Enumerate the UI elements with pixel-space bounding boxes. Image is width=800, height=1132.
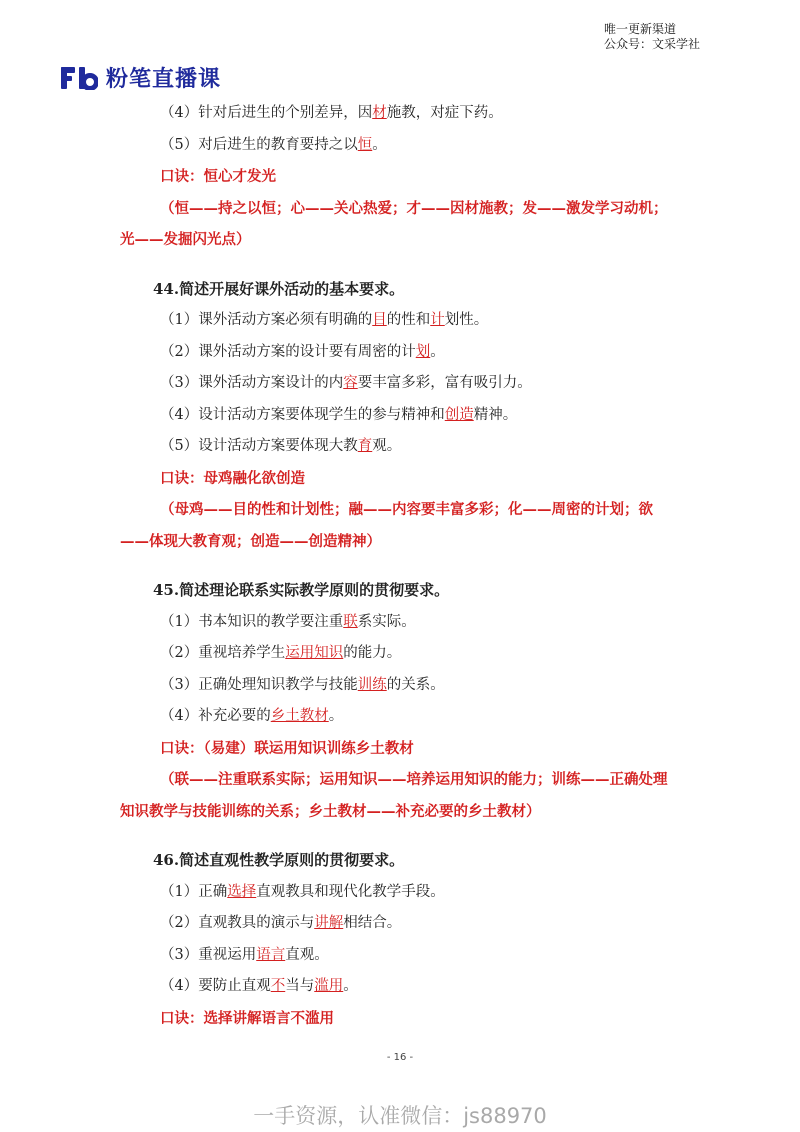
list-item: （2）直观教具的演示与讲解相结合。 xyxy=(160,915,402,931)
page-content xyxy=(120,98,700,1034)
mnemonic-explanation: （联——注重联系实际；运用知识——培养运用知识的能力；训练——正确处理知识教学与技能训练的关系；乡土教材——补充必要的乡土教材） xyxy=(120,771,668,820)
section-45 xyxy=(120,575,700,827)
mnemonic: 口诀：选择讲解语言不滥用 xyxy=(160,1009,334,1027)
section-continuation xyxy=(120,98,700,256)
channel-note-line2: 公众号：文采学社 xyxy=(603,37,700,51)
question-heading: 46.简述直观性教学原则的贯彻要求。 xyxy=(153,851,405,869)
list-item: （4）针对后进生的个别差异，因材施教，对症下药。 xyxy=(160,105,503,121)
section-46 xyxy=(120,845,700,1034)
list-item: （3）重视运用语言直观。 xyxy=(160,946,329,963)
channel-note-line1: 唯一更新渠道 xyxy=(603,22,676,36)
channel-note xyxy=(604,22,700,52)
brand-name: 粉笔直播课 xyxy=(106,67,222,92)
list-item: （2）课外活动方案的设计要有周密的计划。 xyxy=(160,343,445,360)
list-item: （4）设计活动方案要体现学生的参与精神和创造精神。 xyxy=(160,406,518,423)
list-item: （3）课外活动方案设计的内容要丰富多彩，富有吸引力。 xyxy=(160,375,532,391)
list-item: （1）书本知识的教学要注重联系实际。 xyxy=(160,613,416,630)
brand-logo xyxy=(60,62,221,93)
list-item: （1）正确选择直观教具和现代化教学手段。 xyxy=(160,883,445,900)
mnemonic-explanation: （恒——持之以恒；心——关心热爱；才——因材施教；发——激发学习动机；光——发掘闪光点） xyxy=(120,199,668,248)
section-44 xyxy=(120,274,700,558)
list-item: （5）设计活动方案要体现大教育观。 xyxy=(160,438,402,454)
mnemonic-explanation: （母鸡——目的性和计划性；融——内容要丰富多彩；化——周密的计划；欲——体现大教育观；创造——创造精神） xyxy=(120,501,653,550)
question-heading: 45.简述理论联系实际教学原则的贯彻要求。 xyxy=(153,581,450,599)
mnemonic: 口诀：恒心才发光 xyxy=(160,168,276,185)
fb-logo-icon xyxy=(60,66,98,90)
list-item: （3）正确处理知识教学与技能训练的关系。 xyxy=(160,676,445,693)
mnemonic: 口诀：母鸡融化欲创造 xyxy=(160,469,305,487)
list-item: （4）要防止直观不当与滥用。 xyxy=(160,978,358,994)
list-item: （4）补充必要的乡土教材。 xyxy=(160,708,344,724)
mnemonic: 口诀：（易建）联运用知识训练乡土教材 xyxy=(160,739,414,757)
question-heading: 44.简述开展好课外活动的基本要求。 xyxy=(153,279,405,298)
list-item: （1）课外活动方案必须有明确的目的性和计划性。 xyxy=(160,312,489,328)
list-item: （5）对后进生的教育要持之以恒。 xyxy=(160,136,387,153)
page-number: - 16 - xyxy=(386,1052,414,1063)
list-item: （2）重视培养学生运用知识的能力。 xyxy=(160,645,402,661)
watermark-text: 一手资源，认准微信：js88970 xyxy=(253,1104,547,1128)
